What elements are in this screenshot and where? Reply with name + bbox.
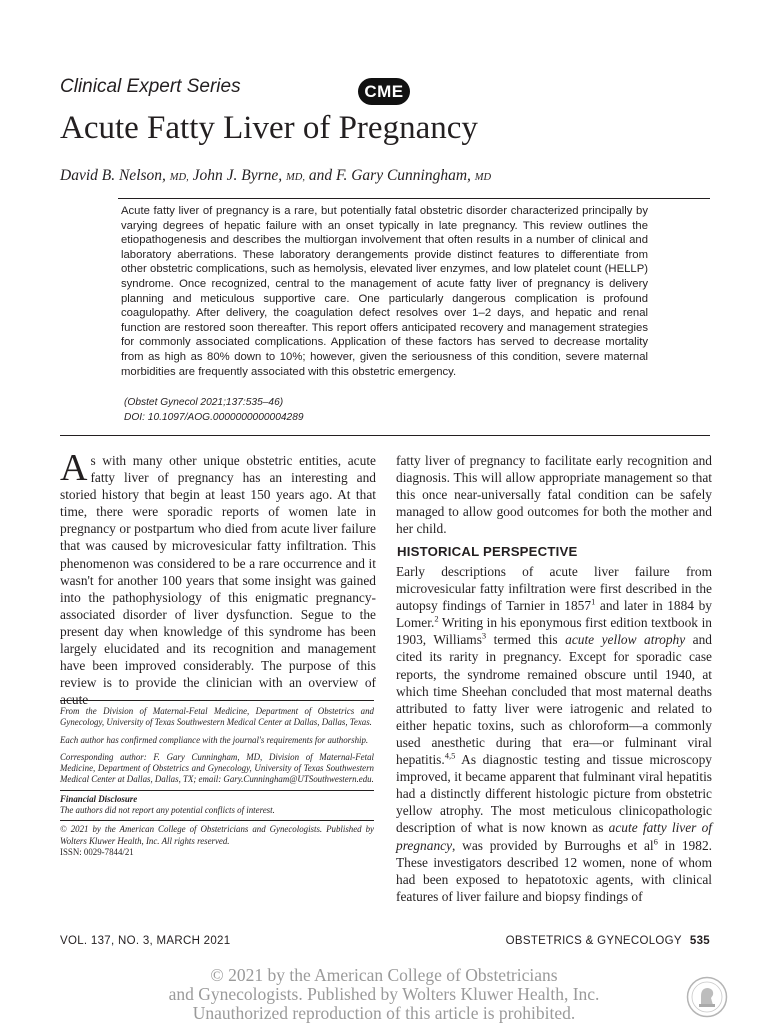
section-heading: HISTORICAL PERSPECTIVE (397, 544, 578, 559)
corresponding-author-note: Corresponding author: F. Gary Cunningham, MD, Division of Maternal-Fetal Medicine, Department of Obstetrics and Gynecology, University of Texas Southwestern Medical Center at Dallas, Dallas, TX; email: Gary.Cunningham@UTSouthwestern.edu. (60, 751, 374, 785)
abstract-bottom-rule (60, 435, 710, 436)
drop-cap: A (60, 447, 88, 489)
historical-text: termed this (486, 632, 566, 648)
footnote-rule (60, 700, 374, 701)
historical-paragraph (396, 563, 712, 905)
author-degree: MD, (286, 172, 305, 183)
watermark-line: Unauthorized reproduction of this article is prohibited. (192, 1003, 576, 1023)
watermark-line: © 2021 by the American College of Obstetricians (210, 965, 558, 985)
historical-text: , was provided by Burroughs et al (452, 837, 654, 853)
author-list (60, 167, 491, 185)
financial-disclosure-text: The authors did not report any potential conflicts of interest. (60, 805, 275, 816)
reference-superscript: 4,5 (444, 750, 456, 761)
reference-superscript: 1 (591, 596, 596, 607)
intro-paragraph (60, 447, 376, 708)
intro-text: s with many other unique obstetric entities, acute fatty liver of pregnancy has an interesting and storied history that begin at least 150 years ago. At that time, there were sporadic reports of women late in pregnancy or postpartum who died from acute liver failure that was caused by microvesicular fatty infiltration. This phenomenon was considered to be a rare occurrence and it wasn't for another 100 years that some insight was gained into the pathophysiology of this enigmatic pregnancy-associated disorder of liver dysfunction. Segue to the present day when knowledge of this syndrome has been largely elucidated and its recognition and management have been improved considerably. The purpose of this review is to provide the clinician with an overview of acute (60, 453, 376, 708)
italic-term: acute yellow atrophy (565, 632, 686, 648)
abstract-top-rule (118, 198, 710, 199)
citation: (Obstet Gynecol 2021;137:535–46) (124, 397, 284, 408)
italic-term: acute fatty liver of pregnancy (396, 820, 712, 853)
copyright-note: © 2021 by the American College of Obstetricians and Gynecologists. Published by Wolters Kluwer Health, Inc. All rights reserved. (60, 824, 374, 846)
copyright-watermark (0, 966, 768, 1023)
historical-text: in 1982. These investigators described 12 women, none of whom had been exposed to hepatotoxic agents, with clinical features of liver failure and biopsy findings of (396, 837, 712, 904)
journal-name: OBSTETRICS & GYNECOLOGY (505, 935, 682, 947)
abstract-text: Acute fatty liver of pregnancy is a rare, but potentially fatal obstetric disorder characterized principally by varying degrees of hepatic failure with an onset typically in late pregnancy. This review outlines the etiopathogenesis and describes the multiorgan involvement that often results in a number of clinical and laboratory aberrations. These laboratory derangements provide distinct features to differentiate from other obstetric complications, such as hemolysis, elevated liver enzymes, and low platelet count (HELLP) syndrome. Once recognized, central to the management of acute fatty liver of pregnancy is delivery planning and meticulous supportive care. One particularly dangerous complication is profound coagulopathy. After delivery, the coagulation defect resolves over 1–2 days, and hepatic and renal function are restored soon thereafter. This report offers anticipated recovery and management strategies for commonly associated complications. Application of these factors has served to decrease mortality from as high as 80% down to 10%; however, given the seriousness of this condition, severe maternal morbidities are frequently associated with this obstetric emergency. (121, 205, 648, 378)
historical-text: Early descriptions of acute liver failure from microvesicular fatty infiltration were first described in the autopsy findings of Tarnier in 1857 (396, 564, 712, 614)
article-title: Acute Fatty Liver of Pregnancy (60, 110, 478, 146)
historical-text: Writing in his eponymous first edition textbook in 1903, Williams (396, 615, 712, 648)
issn: ISSN: 0029-7844/21 (60, 846, 134, 857)
reference-superscript: 3 (481, 630, 487, 641)
disclosure-rule (60, 790, 374, 791)
reference-superscript: 2 (434, 613, 439, 624)
author-name: John J. Byrne, (192, 167, 283, 184)
historical-text: and later in 1884 by Lomer. (396, 598, 712, 631)
compliance-note: Each author has confirmed compliance with the journal's requirements for authorship. (60, 734, 369, 745)
right-continuation: fatty liver of pregnancy to facilitate early recognition and diagnosis. This will allow appropriate management so that this once near-universally fatal condition can be safely managed to allow good outcomes for both the mother and her child. (396, 453, 712, 537)
author-name: David B. Nelson, (60, 167, 166, 184)
historical-text: and cited its rarity in pregnancy. Except for sporadic case reports, the syndrome remained obscure until 1940, at which time Sheehan concluded that most maternal deaths attributed to fatty liver were iatrogenic and related to either hepatic toxins, such as chloroform—a commonly used anesthetic during that era—or fulminant viral hepatitis. (396, 632, 712, 768)
page-number: 535 (689, 935, 710, 947)
series-label: Clinical Expert Series (60, 76, 241, 97)
footnotes (60, 706, 374, 864)
reference-superscript: 6 (653, 836, 658, 847)
cme-badge: CME (358, 78, 410, 105)
issue-info: VOL. 137, NO. 3, MARCH 2021 (60, 935, 231, 947)
historical-text: As diagnostic testing and tissue microscopy improved, it became apparent that fulminant viral hepatitis had a distinctly different histologic picture from obstetric yellow atrophy. The most meticulous clinicopathologic description of what is now known as (396, 752, 712, 836)
financial-disclosure-title: Financial Disclosure (60, 793, 138, 804)
doi: DOI: 10.1097/AOG.0000000000004289 (124, 412, 304, 423)
journal-footer (506, 935, 710, 947)
copyright-rule (60, 820, 374, 821)
author-degree: MD, (169, 172, 189, 183)
affiliation-note: From the Division of Maternal-Fetal Medicine, Department of Obstetrics and Gynecology, University of Texas Southwestern Medical Center at Dallas, Dallas, Texas. (60, 706, 374, 728)
author-degree: MD (474, 172, 492, 183)
author-name: and F. Gary Cunningham, (308, 167, 471, 184)
watermark-line: and Gynecologists. Published by Wolters Kluwer Health, Inc. (168, 984, 600, 1004)
acog-seal-icon (686, 976, 728, 1018)
